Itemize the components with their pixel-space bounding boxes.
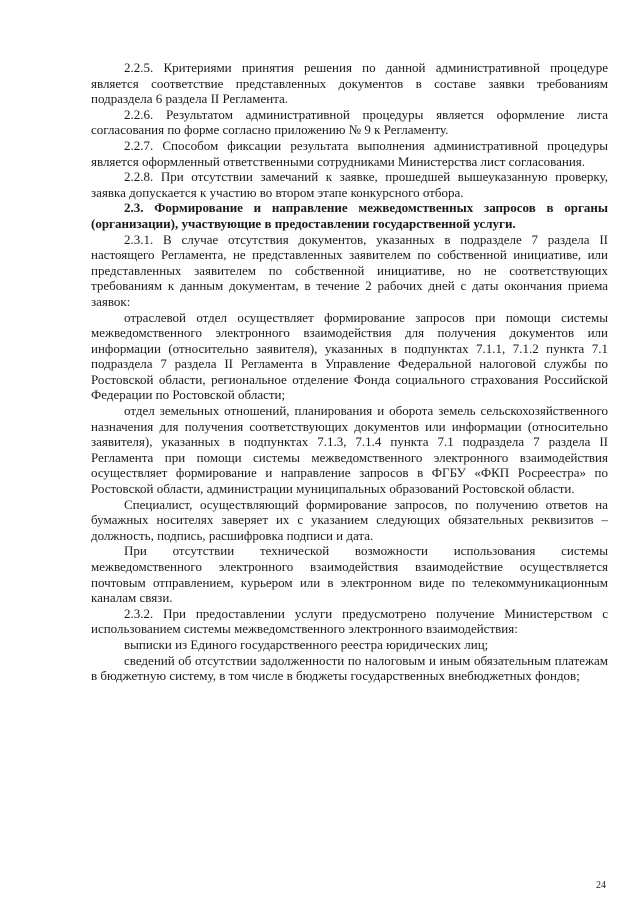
paragraph-land-department: отдел земельных отношений, планирования и оборота земель сельскохозяйственного назначения для получения соответствующих документов или информации (относительно заявителя), указанных в подпунктах 7.1.3, 7.1.4 пункта 7.1 подраздела 7 раздела II Регламента при помощи системы межведомственного электронного взаимодействия осуществляет формирование и направление запросов в ФГБУ «ФКП Росреестра» по Ростовской области, администрации муниципальных образований Ростовской области. <box>91 403 608 497</box>
paragraph-2-2-7: 2.2.7. Способом фиксации результата выполнения административной процедуры является оформленный ответственными сотрудниками Министерства лист согласования. <box>91 137 608 169</box>
paragraph-2-3-1: 2.3.1. В случае отсутствия документов, указанных в подразделе 7 раздела II настоящего Регламента, не представленных заявителем по собственной инициативе, или представленных заявителем по собственной инициативе, но не соответствующих требованиям к данным документам, в течение 2 рабочих дней с даты окончания приема заявок: <box>91 231 608 309</box>
document-page <box>91 60 608 684</box>
paragraph-2-2-8: 2.2.8. При отсутствии замечаний к заявке, прошедшей вышеуказанную проверку, заявка допускается к участию во втором этапе конкурсного отбора. <box>91 169 608 200</box>
list-item-egrul-extract: выписки из Единого государственного реестра юридических лиц; <box>124 636 489 652</box>
paragraph-sector-department: отраслевой отдел осуществляет формирование запросов при помощи системы межведомственного электронного взаимодействия для получения документов или информации (относительно заявителя), указанных в подпунктах 7.1.1, 7.1.2 пункта 7.1 подраздела 7 раздела II Регламента в Управление Федеральной налоговой службы по Ростовской области, региональное отделение Фонда социального страхования Российской Федерации по Ростовской области; <box>91 309 608 403</box>
paragraph-specialist: Специалист, осуществляющий формирование запросов, по получению ответов на бумажных носителях заверяет их с указанием следующих обязательных реквизитов – должность, подпись, расшифровка подписи и дата. <box>91 496 608 543</box>
list-item-no-debt-info: сведений об отсутствии задолженности по налоговым и иным обязательным платежам в бюджетную систему, в том числе в бюджеты государственных внебюджетных фондов; <box>91 652 608 684</box>
section-heading-2-3: 2.3. Формирование и направление межведомственных запросов в органы (организации), участвующие в предоставлении государственной услуги. <box>91 200 608 231</box>
page-number: 24 <box>596 880 606 891</box>
paragraph-2-3-2: 2.3.2. При предоставлении услуги предусмотрено получение Министерством с использованием системы межведомственного электронного взаимодействия: <box>91 605 608 637</box>
paragraph-2-2-5: 2.2.5. Критериями принятия решения по данной административной процедуре является соответствие представленных документов в составе заявки требованиям подраздела 6 раздела II Регламента. <box>91 60 608 107</box>
paragraph-no-technical-possibility: При отсутствии технической возможности использования системы межведомственного электронного взаимодействия взаимодействие осуществляется почтовым отправлением, курьером или в электронном виде по телекоммуникационным каналам связи. <box>91 543 608 606</box>
paragraph-2-2-6: 2.2.6. Результатом административной процедуры является оформление листа согласования по форме согласно приложению № 9 к Регламенту. <box>91 106 608 138</box>
